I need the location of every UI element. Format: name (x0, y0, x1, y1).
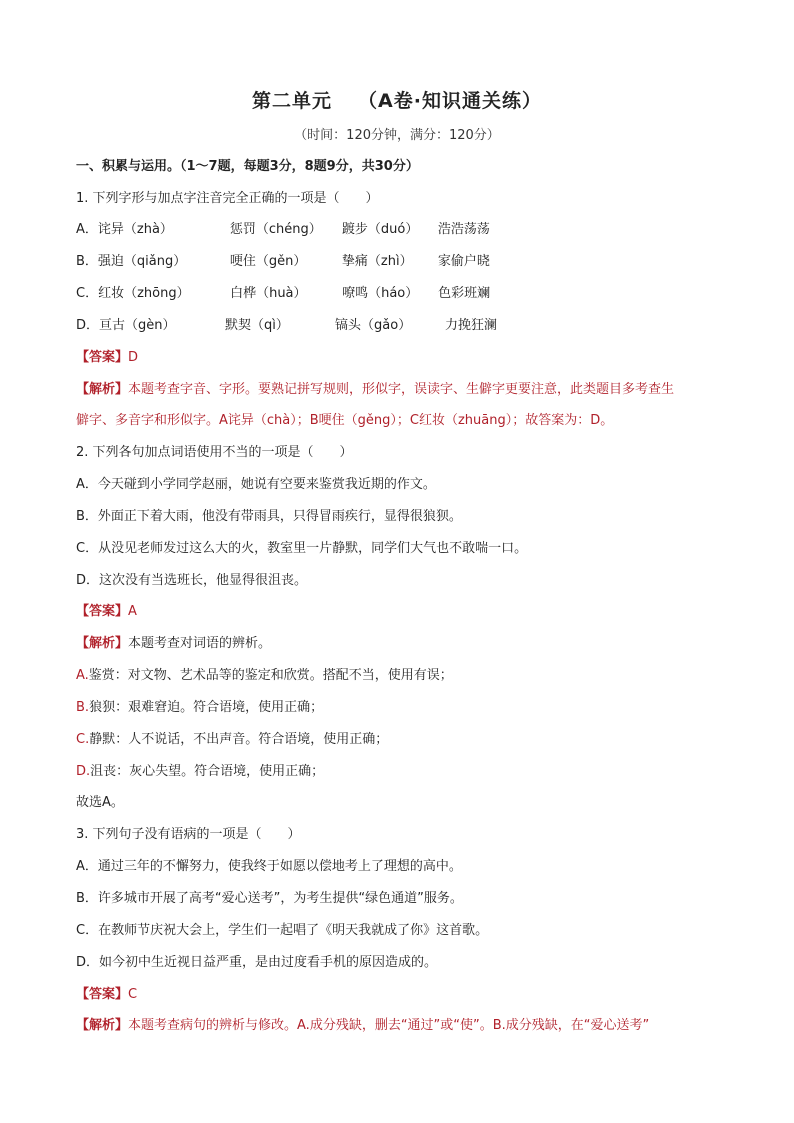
q3-option-b: B．许多城市开展了高考“爱心送考”，为考生提供“绿色通道”服务。 (76, 891, 463, 906)
q1-answer: 【答案】D (76, 350, 139, 365)
q3-stem: 3. 下列句子没有语病的一项是（ ） (76, 827, 301, 842)
q1-option-a: A．诧异（zhà） 惩罚（chéng） 踱步（duó） 浩浩荡荡 (76, 222, 490, 237)
q2-analysis-item-d: D.沮丧：灰心失望。符合语境，使用正确； (76, 764, 325, 779)
q2-option-b: B．外面正下着大雨，他没有带雨具，只得冒雨疾行，显得很狼狈。 (76, 509, 462, 524)
q2-analysis-item-a: A.鉴赏：对文物、艺术品等的鉴定和欣赏。搭配不当，使用有误； (76, 668, 453, 683)
q2-answer: 【答案】A (76, 604, 137, 619)
q3-option-c: C．在教师节庆祝大会上，学生们一起唱了《明天我就成了你》这首歌。 (76, 923, 489, 938)
q2-conclusion: 故选A。 (76, 795, 124, 810)
page-title (0, 86, 794, 113)
q2-analysis-intro: 【解析】本题考查对词语的辨析。 (76, 636, 272, 651)
q1-option-d: D．亘古（gèn） 默契（qì） 镐头（gǎo） 力挽狂澜 (76, 318, 498, 333)
q3-option-d: D．如今初中生近视日益严重，是由过度看手机的原因造成的。 (76, 955, 438, 970)
q1-option-b: B．强迫（qiǎng） 哽住（gěn） 挚痛（zhì） 家偷户晓 (76, 254, 490, 269)
q1-analysis-line2: 僻字、多音字和形似字。A诧异（chà）；B哽住（gěng）；C红妆（zhuāng）；故答案为：D。 (76, 413, 614, 428)
q3-answer: 【答案】C (76, 987, 138, 1002)
q1-analysis-line1: 【解析】本题考查字音、字形。要熟记拼写规则，形似字，误读字、生僻字更要注意，此类题目多考查生 (76, 382, 675, 397)
title-sub: （A卷·知识通关练） (358, 90, 542, 112)
exam-meta: （时间：120分钟，满分：120分） (294, 128, 500, 143)
q2-option-d: D．这次没有当选班长，他显得很沮丧。 (76, 573, 308, 588)
title-main: 第二单元 (252, 90, 333, 112)
q1-option-c: C．红妆（zhōng） 白桦（huà） 嘹鸣（háo） 色彩班斓 (76, 286, 491, 301)
q2-option-a: A．今天碰到小学同学赵丽，她说有空要来鉴赏我近期的作文。 (76, 477, 436, 492)
q2-analysis-item-c: C.静默：人不说话，不出声音。符合语境，使用正确； (76, 732, 389, 747)
q3-analysis-line1: 【解析】本题考查病句的辨析与修改。A.成分残缺，删去“通过”或“使”。B.成分残缺，在“爱心送考” (76, 1018, 650, 1033)
q1-stem: 1. 下列字形与加点字注音完全正确的一项是（ ） (76, 191, 379, 206)
q2-stem: 2. 下列各句加点词语使用不当的一项是（ ） (76, 445, 353, 460)
q2-option-c: C．从没见老师发过这么大的火，教室里一片静默，同学们大气也不敢喘一口。 (76, 541, 528, 556)
section-heading: 一、积累与运用。（1～7题，每题3分，8题9分，共30分） (76, 159, 419, 174)
q3-option-a: A．通过三年的不懈努力，使我终于如愿以偿地考上了理想的高中。 (76, 859, 462, 874)
q2-analysis-item-b: B.狼狈：艰难窘迫。符合语境，使用正确； (76, 700, 324, 715)
